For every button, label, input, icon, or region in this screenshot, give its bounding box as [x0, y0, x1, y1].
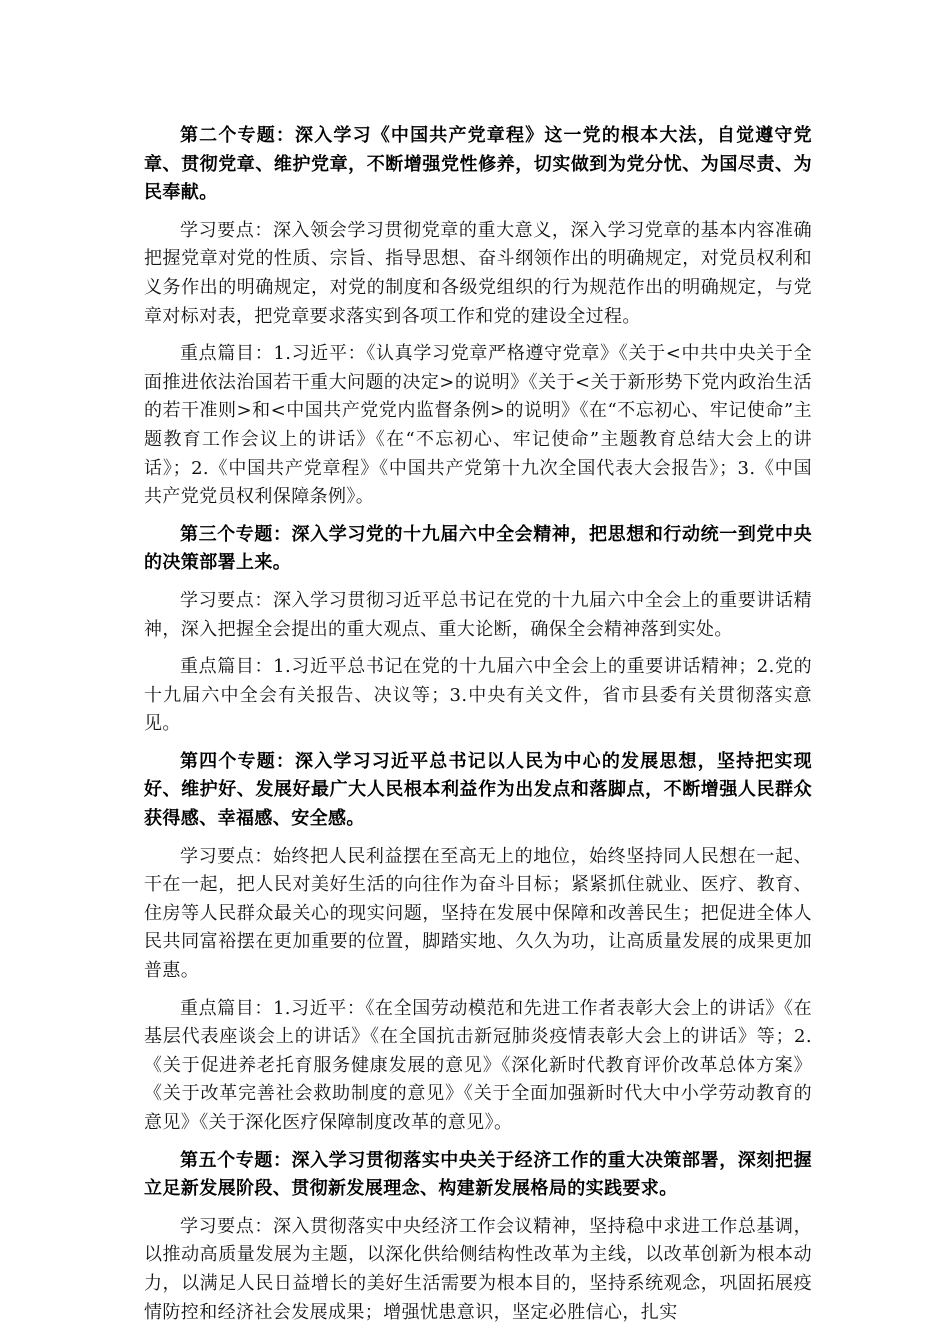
document-body — [144, 122, 812, 1336]
topic-4-key-readings: 重点篇目：1.习近平：《在全国劳动模范和先进工作者表彰大会上的讲话》《在基层代表座谈会上的讲话》《在全国抗击新冠肺炎疫情表彰大会上的讲话》等；2.《关于促进养老托育服务健康发展的意见》《深化新时代教育评价改革总体方案》《关于改革完善社会救助制度的意见》《关于全面加强新时代大中小学劳动教育的意见》《关于深化医疗保障制度改革的意见》。 — [144, 997, 812, 1133]
topic-2-heading: 第二个专题：深入学习《中国共产党章程》这一党的根本大法，自觉遵守党章、贯彻党章、维护党章，不断增强党性修养，切实做到为党分忧、为国尽责、为民奉献。 — [144, 125, 812, 204]
topic-2-key-readings: 重点篇目：1.习近平：《认真学习党章严格遵守党章》《关于<中共中央关于全面推进依法治国若干重大问题的决定>的说明》《关于<关于新形势下党内政治生活的若干准则>和<中国共产党党内监督条例>的说明》《在“不忘初心、牢记使命”主题教育工作会议上的讲话》《在“不忘初心、牢记使命”主题教育总结大会上的讲话》；2.《中国共产党章程》《中国共产党第十九次全国代表大会报告》；3.《中国共产党党员权利保障条例》。 — [144, 343, 812, 508]
topic-3-key-readings: 重点篇目：1.习近平总书记在党的十九届六中全会上的重要讲话精神；2.党的十九届六中全会有关报告、决议等；3.中央有关文件，省市县委有关贯彻落实意见。 — [144, 656, 812, 735]
topic-3-study-points: 学习要点：深入学习贯彻习近平总书记在党的十九届六中全会上的重要讲话精神，深入把握全会提出的重大观点、重大论断，确保全会精神落到实处。 — [144, 589, 812, 640]
topic-3-heading: 第三个专题：深入学习党的十九届六中全会精神，把思想和行动统一到党中央的决策部署上来。 — [144, 523, 812, 574]
topic-5-heading: 第五个专题：深入学习贯彻落实中央关于经济工作的重大决策部署，深刻把握立足新发展阶段、贯彻新发展理念、构建新发展格局的实践要求。 — [144, 1149, 812, 1200]
topic-2-study-points: 学习要点：深入领会学习贯彻党章的重大意义，深入学习党章的基本内容准确把握党章对党的性质、宗旨、指导思想、奋斗纲领作出的明确规定，对党员权利和义务作出的明确规定，对党的制度和各级党组织的行为规范作出的明确规定，与党章对标对表，把党章要求落实到各项工作和党的建设全过程。 — [144, 219, 812, 327]
topic-4-heading: 第四个专题：深入学习习近平总书记以人民为中心的发展思想，坚持把实现好、维护好、发展好最广大人民根本利益作为出发点和落脚点，不断增强人民群众获得感、幸福感、安全感。 — [144, 750, 812, 830]
topic-5-study-points: 学习要点：深入贯彻落实中央经济工作会议精神，坚持稳中求进工作总基调，以推动高质量发展为主题，以深化供给侧结构性改革为主线，以改革创新为根本动力，以满足人民日益增长的美好生活需要为根本目的，坚持系统观念，巩固拓展疫情防控和经济社会发展成果；增强忧患意识，坚定必胜信心，扎实 — [144, 1215, 812, 1323]
topic-4-study-points: 学习要点：始终把人民利益摆在至高无上的地位，始终坚持同人民想在一起、干在一起，把人民对美好生活的向往作为奋斗目标；紧紧抓住就业、医疗、教育、住房等人民群众最关心的现实问题，坚持在发展中保障和改善民生；把促进全体人民共同富裕摆在更加重要的位置，脚踏实地、久久为功，让高质量发展的成果更加普惠。 — [144, 845, 812, 982]
